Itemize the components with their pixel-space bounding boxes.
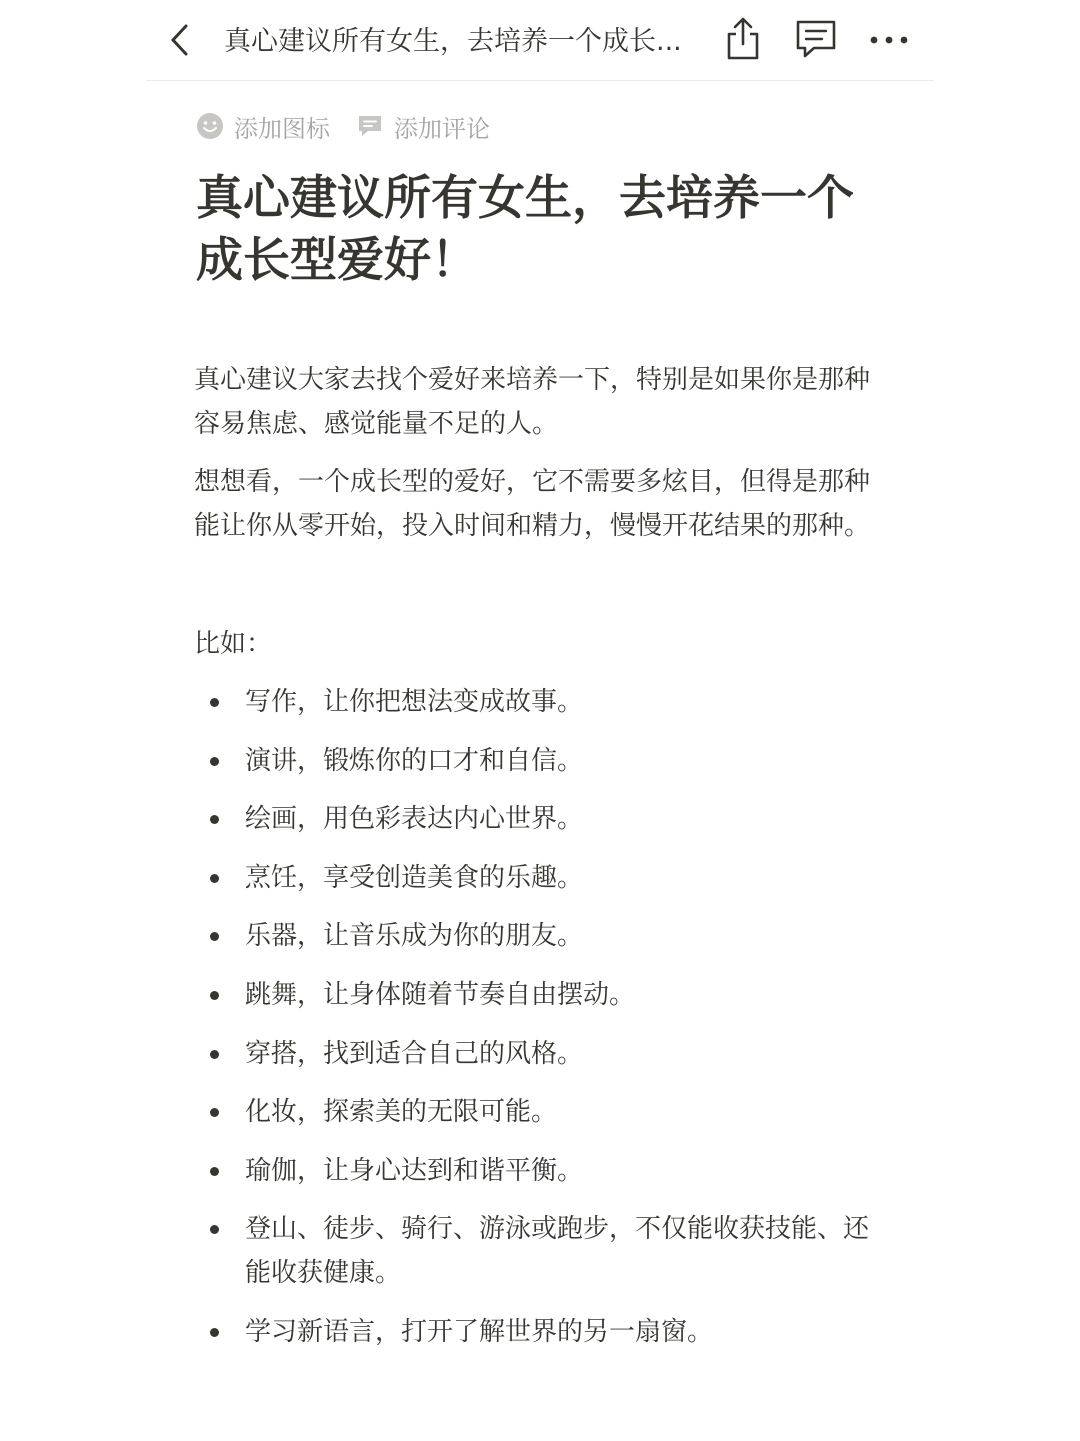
chevron-left-icon	[166, 22, 196, 58]
empty-block	[194, 562, 884, 622]
list-item: 穿搭，找到适合自己的风格。	[194, 1032, 884, 1076]
page-meta-actions	[196, 104, 516, 148]
more-horizontal-icon	[865, 14, 913, 64]
more-options-button[interactable]	[865, 14, 913, 64]
header-page-title: 真心建议所有女生，去培养一个成长...	[224, 26, 682, 57]
list-item: 演讲，锻炼你的口才和自信。	[194, 739, 884, 783]
list-item: 瑜伽，让身心达到和谐平衡。	[194, 1149, 884, 1193]
share-button[interactable]	[719, 14, 767, 64]
comment-button[interactable]	[792, 14, 840, 64]
page-title: 真心建议所有女生，去培养一个成长型爱好！	[196, 171, 854, 288]
list-intro: 比如：	[194, 629, 273, 659]
list-item: 登山、徒步、骑行、游泳或跑步，不仅能收获技能、还能收获健康。	[194, 1207, 884, 1295]
comment-bubble-icon	[356, 112, 384, 140]
list-item: 化妆，探索美的无限可能。	[194, 1090, 884, 1134]
paragraph-2: 想想看，一个成长型的爱好，它不需要多炫目，但得是那种能让你从零开始，投入时间和精力，慢慢开花结果的那种。	[194, 467, 871, 541]
list-item: 乐器，让音乐成为你的朋友。	[194, 914, 884, 958]
share-icon	[719, 14, 767, 64]
add-comment-label: 添加评论	[394, 114, 490, 143]
list-item: 跳舞，让身体随着节奏自由摆动。	[194, 973, 884, 1017]
list-item: 学习新语言，打开了解世界的另一扇窗。	[194, 1310, 884, 1354]
list-item: 绘画，用色彩表达内心世界。	[194, 797, 884, 841]
comment-icon	[792, 14, 840, 64]
add-icon-button[interactable]	[196, 109, 330, 144]
list-item: 烹饪，享受创造美食的乐趣。	[194, 856, 884, 900]
add-icon-label: 添加图标	[234, 114, 330, 143]
paragraph-1: 真心建议大家去找个爱好来培养一下，特别是如果你是那种容易焦虑、感觉能量不足的人。	[194, 365, 871, 439]
smiley-icon	[196, 112, 224, 140]
back-button[interactable]	[166, 22, 196, 58]
page-content	[194, 358, 884, 1369]
top-navigation-bar	[146, 0, 934, 81]
hobby-list	[194, 680, 884, 1354]
add-comment-button[interactable]	[356, 109, 490, 144]
list-item: 写作，让你把想法变成故事。	[194, 680, 884, 724]
